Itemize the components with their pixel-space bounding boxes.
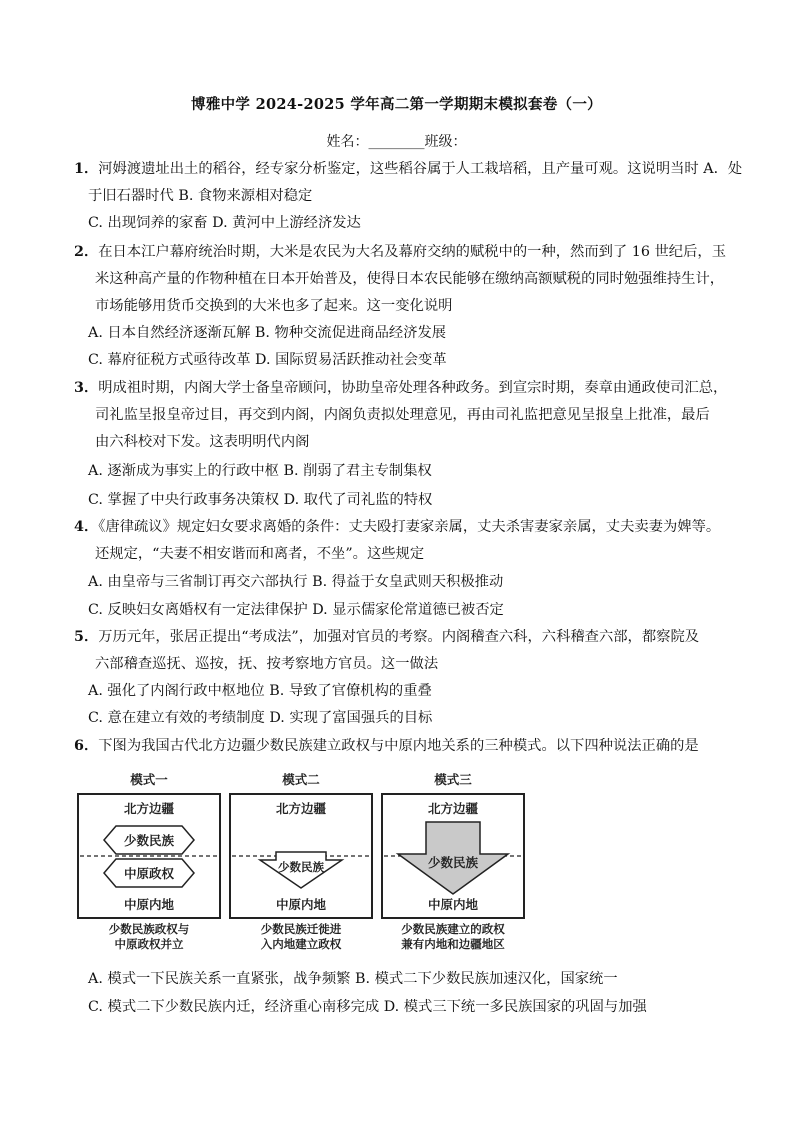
question-3-option-line-2: C. 掌握了中央行政事务决策权 D. 取代了司礼监的特权 (88, 492, 433, 508)
question-5-line-1 (74, 628, 699, 646)
question-4-line-1 (74, 518, 720, 536)
model-2-bottom-label: 中原内地 (275, 897, 327, 912)
model-2-top-label: 北方边疆 (275, 801, 327, 816)
question-2-stem-1: 在日本江户幕府统治时期，大米是农民为大名及幕府交纳的赋税中的一种，然而到了 16 世纪后，玉 (98, 244, 726, 260)
page-title: 博雅中学 2024-2025 学年高二第一学期期末模拟套卷（一） (191, 96, 602, 113)
model-3-caption-2: 兼有内地和边疆地区 (401, 937, 505, 951)
question-1-stem-2: 于旧石器时代 B. 食物来源相对稳定 (88, 188, 313, 204)
question-1-line-1 (74, 160, 742, 178)
model-3 (382, 772, 524, 951)
question-4-stem-2: 还规定，“夫妻不相安谐而和离者，不坐”。这些规定 (95, 546, 425, 562)
question-4-stem-1: 《唐律疏议》规定妇女要求离婚的条件：丈夫殴打妻家亲属，丈夫杀害妻家亲属，丈夫卖妻为婢等。 (98, 519, 721, 535)
question-5-number: 5． (74, 629, 99, 645)
model-3-caption-1: 少数民族建立的政权 (401, 922, 505, 936)
question-4-option-line-1: A. 由皇帝与三省制订再交六部执行 B. 得益于女皇武则天积极推动 (88, 574, 504, 590)
question-3-number: 3． (74, 380, 99, 396)
model-2 (230, 772, 372, 951)
question-1-number: 1． (74, 161, 99, 177)
question-3-stem-3: 由六科校对下发。这表明明代内阁 (95, 434, 310, 450)
question-3-stem-2: 司礼监呈报皇帝过目，再交到内阁，内阁负责拟处理意见，再由司礼监把意见呈报皇上批准，最后 (95, 407, 710, 423)
model-3-header: 模式三 (434, 772, 472, 787)
model-2-caption-2: 入内地建立政权 (260, 937, 342, 951)
model-3-top-label: 北方边疆 (427, 801, 479, 816)
model-1-header: 模式一 (130, 772, 168, 787)
question-2-option-line-1: A. 日本自然经济逐渐瓦解 B. 物种交流促进商品经济发展 (88, 325, 447, 341)
model-3-arrow-label: 少数民族 (427, 855, 479, 870)
question-2-number: 2． (74, 244, 99, 260)
question-4-number: 4． (74, 519, 99, 535)
question-5-option-line-1: A. 强化了内阁行政中枢地位 B. 导致了官僚机构的重叠 (88, 683, 432, 699)
question-4-option-line-2: C. 反映妇女离婚权有一定法律保护 D. 显示儒家伦常道德已被否定 (88, 602, 504, 618)
model-1-caption-1: 少数民族政权与 (108, 922, 190, 936)
question-1-stem-1: 河姆渡遗址出土的稻谷，经专家分析鉴定，这些稻谷属于人工栽培稻，且产量可观。这说明当时 A．处 (98, 161, 743, 177)
model-2-arrow-label: 少数民族 (278, 860, 324, 874)
question-5-option-line-2: C. 意在建立有效的考绩制度 D. 实现了富国强兵的目标 (88, 710, 433, 726)
name-class-line: 姓名：________班级： (326, 134, 467, 150)
question-3-stem-1: 明成祖时期，内阁大学士备皇帝顾问，协助皇帝处理各种政务。到宣宗时期，奏章由通政使司汇总， (98, 380, 728, 396)
question-6-option-line-2: C. 模式二下少数民族内迁，经济重心南移完成 D. 模式三下统一多民族国家的巩固与加强 (88, 999, 647, 1015)
question-6-stem-1: 下图为我国古代北方边疆少数民族建立政权与中原内地关系的三种模式。以下四种说法正确的是 (98, 738, 699, 754)
ethnic-relations-diagram (76, 770, 526, 952)
question-2-option-line-2: C. 幕府征税方式亟待改革 D. 国际贸易活跃推动社会变革 (88, 352, 447, 368)
question-5-stem-2: 六部稽查巡抚、巡按，抚、按考察地方官员。这一做法 (95, 656, 439, 672)
model-1-top-label: 北方边疆 (123, 801, 175, 816)
model-1 (78, 772, 220, 951)
model-1-upper-box: 少数民族 (123, 833, 175, 848)
question-5-stem-1: 万历元年，张居正提出“考成法”，加强对官员的考察。内阁稽查六科，六科稽查六部，都察院及 (98, 629, 700, 645)
question-6-number: 6． (74, 738, 99, 754)
question-6-option-line-1: A. 模式一下民族关系一直紧张，战争频繁 B. 模式二下少数民族加速汉化，国家统一 (88, 971, 618, 987)
question-1-option-line-1: C. 出现饲养的家畜 D. 黄河中上游经济发达 (88, 215, 361, 231)
model-1-lower-box: 中原政权 (123, 866, 175, 881)
model-1-bottom-label: 中原内地 (123, 897, 175, 912)
question-2-line-1 (74, 243, 726, 261)
question-2-stem-2: 米这种高产量的作物种植在日本开始普及，使得日本农民能够在缴纳高额赋税的同时勉强维持生计， (95, 271, 725, 287)
question-3-option-line-1: A. 逐渐成为事实上的行政中枢 B. 削弱了君主专制集权 (88, 463, 432, 479)
question-6-line-1 (74, 737, 699, 755)
model-3-bottom-label: 中原内地 (427, 897, 479, 912)
question-2-stem-3: 市场能够用货币交换到的大米也多了起来。这一变化说明 (95, 298, 453, 314)
model-2-header: 模式二 (282, 772, 320, 787)
model-2-caption-1: 少数民族迁徙进 (260, 922, 342, 936)
model-1-caption-2: 中原政权并立 (114, 937, 184, 951)
question-3-line-1 (74, 379, 727, 397)
